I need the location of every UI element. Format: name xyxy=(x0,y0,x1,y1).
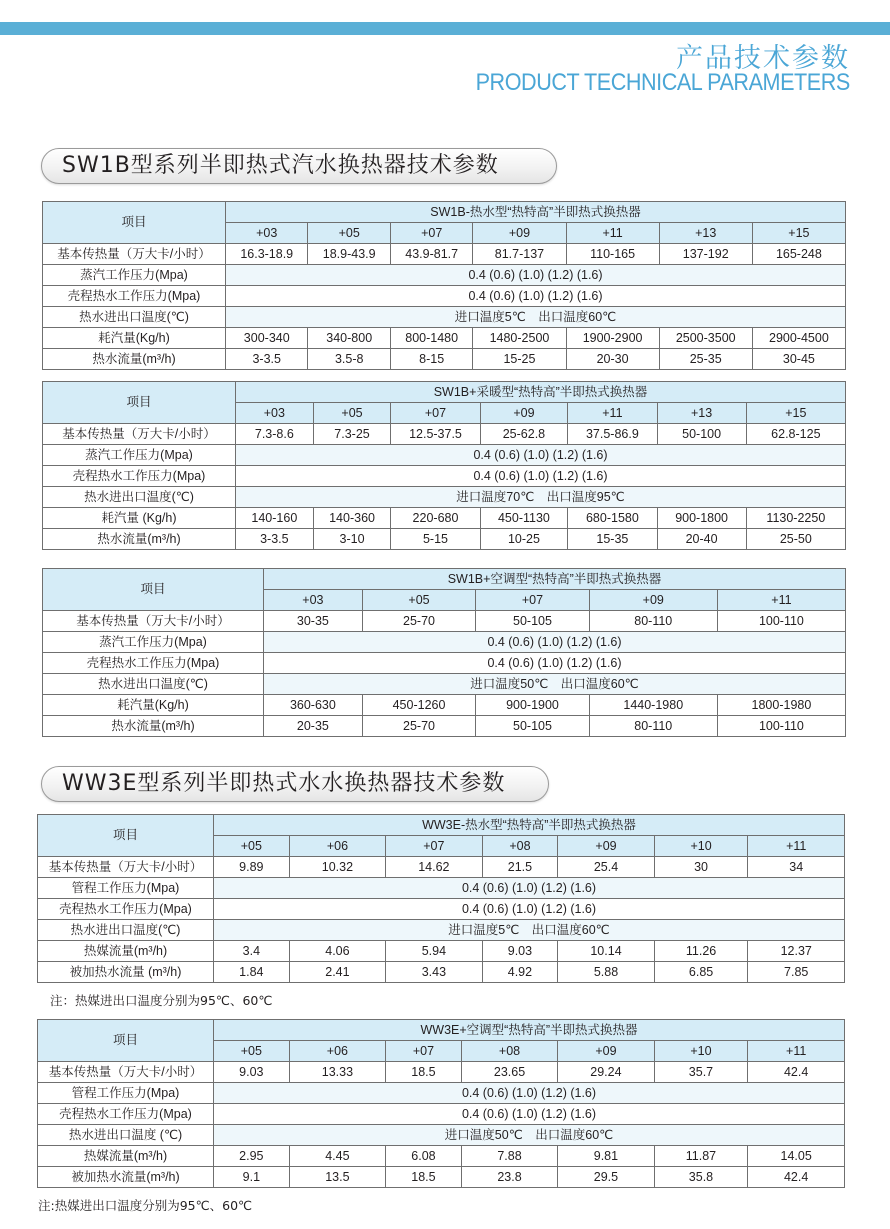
row-label: 管程工作压力(Mpa) xyxy=(38,1083,214,1104)
value-cell: 81.7-137 xyxy=(473,244,566,265)
value-cell: 165-248 xyxy=(752,244,845,265)
value-cell: 2900-4500 xyxy=(752,328,845,349)
model-cell: +11 xyxy=(717,590,845,611)
section-title-ww3e: WW3E型系列半即热式水水换热器技术参数 xyxy=(41,766,549,802)
model-cell: +11 xyxy=(568,403,657,424)
value-cell: 13.33 xyxy=(289,1062,385,1083)
value-cell: 42.4 xyxy=(748,1167,845,1188)
value-cell: 5.94 xyxy=(386,941,482,962)
value-cell: 25-70 xyxy=(362,611,475,632)
value-cell: 16.3-18.9 xyxy=(226,244,308,265)
value-cell: 23.65 xyxy=(461,1062,557,1083)
row-label: 热水进出口温度(℃) xyxy=(43,307,226,328)
span-value-cell: 0.4 (0.6) (1.0) (1.2) (1.6) xyxy=(236,466,846,487)
model-cell: +11 xyxy=(748,1041,845,1062)
item-header: 项目 xyxy=(43,202,226,244)
model-cell: +09 xyxy=(558,836,654,857)
value-cell: 30-45 xyxy=(752,349,845,370)
table-row xyxy=(38,1083,845,1104)
model-cell: +06 xyxy=(289,1041,385,1062)
table-row xyxy=(38,1146,845,1167)
span-value-cell: 0.4 (0.6) (1.0) (1.2) (1.6) xyxy=(226,286,846,307)
value-cell: 1800-1980 xyxy=(717,695,845,716)
table-note: 注:热媒进出口温度分别为95℃、60℃ xyxy=(38,1198,253,1213)
table-row xyxy=(38,1125,845,1146)
value-cell: 50-105 xyxy=(476,716,589,737)
value-cell: 18.5 xyxy=(386,1167,462,1188)
span-value-cell: 进口温度50℃ 出口温度60℃ xyxy=(214,1125,845,1146)
row-label: 蒸汽工作压力(Mpa) xyxy=(43,445,236,466)
value-cell: 6.85 xyxy=(654,962,748,983)
value-cell: 220-680 xyxy=(391,508,480,529)
table-row xyxy=(38,1167,845,1188)
table-row xyxy=(38,857,845,878)
row-label: 管程工作压力(Mpa) xyxy=(38,878,214,899)
value-cell: 23.8 xyxy=(461,1167,557,1188)
value-cell: 1130-2250 xyxy=(746,508,845,529)
page-title-cn: 产品技术参数 xyxy=(676,43,850,74)
group-title: WW3E-热水型“热特高”半即热式换热器 xyxy=(214,815,845,836)
value-cell: 3-10 xyxy=(313,529,391,550)
value-cell: 13.5 xyxy=(289,1167,385,1188)
value-cell: 360-630 xyxy=(264,695,363,716)
model-cell: +03 xyxy=(226,223,308,244)
value-cell: 12.37 xyxy=(748,941,845,962)
table-row xyxy=(38,920,845,941)
table-note: 注：热媒进出口温度分别为95℃、60℃ xyxy=(50,993,273,1008)
table-row xyxy=(43,487,846,508)
value-cell: 20-40 xyxy=(657,529,746,550)
table-row xyxy=(43,265,846,286)
value-cell: 3.5-8 xyxy=(308,349,390,370)
model-cell: +10 xyxy=(654,1041,748,1062)
value-cell: 25-62.8 xyxy=(480,424,568,445)
value-cell: 2500-3500 xyxy=(659,328,752,349)
row-label: 耗汽量 (Kg/h) xyxy=(43,508,236,529)
value-cell: 3.4 xyxy=(214,941,290,962)
value-cell: 50-105 xyxy=(476,611,589,632)
row-label: 壳程热水工作压力(Mpa) xyxy=(43,653,264,674)
span-value-cell: 0.4 (0.6) (1.0) (1.2) (1.6) xyxy=(236,445,846,466)
model-cell: +15 xyxy=(746,403,845,424)
model-cell: +05 xyxy=(313,403,391,424)
group-title: WW3E+空调型“热特高”半即热式换热器 xyxy=(214,1020,845,1041)
value-cell: 5.88 xyxy=(558,962,654,983)
header-color-bar xyxy=(0,22,890,35)
span-value-cell: 进口温度5℃ 出口温度60℃ xyxy=(214,920,845,941)
value-cell: 11.26 xyxy=(654,941,748,962)
model-cell: +05 xyxy=(362,590,475,611)
model-cell: +07 xyxy=(390,223,472,244)
value-cell: 1440-1980 xyxy=(589,695,717,716)
spec-table-sw1b-hot-water xyxy=(42,201,846,370)
value-cell: 12.5-37.5 xyxy=(391,424,480,445)
model-cell: +13 xyxy=(659,223,752,244)
model-cell: +03 xyxy=(236,403,314,424)
value-cell: 4.06 xyxy=(289,941,385,962)
table-row xyxy=(38,941,845,962)
value-cell: 3-3.5 xyxy=(236,529,314,550)
table-row xyxy=(43,445,846,466)
value-cell: 18.5 xyxy=(386,1062,462,1083)
table-row xyxy=(43,286,846,307)
row-label: 蒸汽工作压力(Mpa) xyxy=(43,632,264,653)
model-cell: +08 xyxy=(461,1041,557,1062)
value-cell: 1900-2900 xyxy=(566,328,659,349)
value-cell: 110-165 xyxy=(566,244,659,265)
span-value-cell: 0.4 (0.6) (1.0) (1.2) (1.6) xyxy=(264,632,846,653)
model-cell: +05 xyxy=(308,223,390,244)
value-cell: 37.5-86.9 xyxy=(568,424,657,445)
value-cell: 1.84 xyxy=(214,962,290,983)
table-row xyxy=(43,307,846,328)
row-label: 热媒流量(m³/h) xyxy=(38,1146,214,1167)
value-cell: 34 xyxy=(748,857,845,878)
value-cell: 10-25 xyxy=(480,529,568,550)
row-label: 被加热水流量(m³/h) xyxy=(38,1167,214,1188)
value-cell: 30 xyxy=(654,857,748,878)
row-label: 基本传热量（万大卡/小时） xyxy=(43,424,236,445)
model-cell: +06 xyxy=(289,836,385,857)
value-cell: 15-25 xyxy=(473,349,566,370)
row-label: 壳程热水工作压力(Mpa) xyxy=(43,466,236,487)
spec-table-ww3e-air-conditioning xyxy=(37,1019,845,1188)
model-cell: +15 xyxy=(752,223,845,244)
value-cell: 62.8-125 xyxy=(746,424,845,445)
value-cell: 29.24 xyxy=(558,1062,654,1083)
value-cell: 25.4 xyxy=(558,857,654,878)
value-cell: 14.62 xyxy=(386,857,482,878)
value-cell: 25-50 xyxy=(746,529,845,550)
model-cell: +09 xyxy=(589,590,717,611)
value-cell: 11.87 xyxy=(654,1146,748,1167)
value-cell: 6.08 xyxy=(386,1146,462,1167)
value-cell: 35.8 xyxy=(654,1167,748,1188)
span-value-cell: 0.4 (0.6) (1.0) (1.2) (1.6) xyxy=(226,265,846,286)
item-header: 项目 xyxy=(43,569,264,611)
model-cell: +07 xyxy=(386,836,482,857)
table-row xyxy=(43,674,846,695)
table-row xyxy=(43,716,846,737)
model-cell: +11 xyxy=(566,223,659,244)
row-label: 基本传热量（万大卡/小时） xyxy=(38,857,214,878)
value-cell: 900-1900 xyxy=(476,695,589,716)
table-row xyxy=(43,328,846,349)
row-label: 耗汽量(Kg/h) xyxy=(43,328,226,349)
value-cell: 80-110 xyxy=(589,716,717,737)
value-cell: 14.05 xyxy=(748,1146,845,1167)
page-title-en: PRODUCT TECHNICAL PARAMETERS xyxy=(475,69,850,96)
value-cell: 25-70 xyxy=(362,716,475,737)
table-row xyxy=(43,529,846,550)
model-cell: +07 xyxy=(391,403,480,424)
span-value-cell: 进口温度70℃ 出口温度95℃ xyxy=(236,487,846,508)
span-value-cell: 0.4 (0.6) (1.0) (1.2) (1.6) xyxy=(264,653,846,674)
value-cell: 680-1580 xyxy=(568,508,657,529)
row-label: 蒸汽工作压力(Mpa) xyxy=(43,265,226,286)
value-cell: 7.3-25 xyxy=(313,424,391,445)
row-label: 基本传热量（万大卡/小时） xyxy=(43,611,264,632)
table-row xyxy=(43,244,846,265)
value-cell: 50-100 xyxy=(657,424,746,445)
row-label: 热水进出口温度(℃) xyxy=(43,674,264,695)
item-header: 项目 xyxy=(43,382,236,424)
value-cell: 10.32 xyxy=(289,857,385,878)
model-cell: +05 xyxy=(214,1041,290,1062)
value-cell: 9.03 xyxy=(482,941,558,962)
table-row xyxy=(43,611,846,632)
span-value-cell: 0.4 (0.6) (1.0) (1.2) (1.6) xyxy=(214,1104,845,1125)
spec-table-ww3e-hot-water xyxy=(37,814,845,983)
value-cell: 8-15 xyxy=(390,349,472,370)
value-cell: 140-360 xyxy=(313,508,391,529)
value-cell: 100-110 xyxy=(717,716,845,737)
value-cell: 9.89 xyxy=(214,857,290,878)
model-cell: +08 xyxy=(482,836,558,857)
model-cell: +09 xyxy=(480,403,568,424)
row-label: 热媒流量(m³/h) xyxy=(38,941,214,962)
value-cell: 9.1 xyxy=(214,1167,290,1188)
row-label: 壳程热水工作压力(Mpa) xyxy=(38,899,214,920)
row-label: 热水进出口温度(℃) xyxy=(38,920,214,941)
table-row xyxy=(43,632,846,653)
span-value-cell: 进口温度50℃ 出口温度60℃ xyxy=(264,674,846,695)
value-cell: 21.5 xyxy=(482,857,558,878)
value-cell: 900-1800 xyxy=(657,508,746,529)
group-title: SW1B+空调型“热特高”半即热式换热器 xyxy=(264,569,846,590)
value-cell: 137-192 xyxy=(659,244,752,265)
value-cell: 300-340 xyxy=(226,328,308,349)
span-value-cell: 0.4 (0.6) (1.0) (1.2) (1.6) xyxy=(214,899,845,920)
row-label: 基本传热量（万大卡/小时） xyxy=(43,244,226,265)
value-cell: 2.95 xyxy=(214,1146,290,1167)
value-cell: 80-110 xyxy=(589,611,717,632)
value-cell: 5-15 xyxy=(391,529,480,550)
row-label: 壳程热水工作压力(Mpa) xyxy=(38,1104,214,1125)
span-value-cell: 0.4 (0.6) (1.0) (1.2) (1.6) xyxy=(214,878,845,899)
table-row xyxy=(43,653,846,674)
model-cell: +05 xyxy=(214,836,290,857)
value-cell: 2.41 xyxy=(289,962,385,983)
row-label: 热水流量(m³/h) xyxy=(43,349,226,370)
spec-table-sw1b-air-conditioning xyxy=(42,568,846,737)
table-row xyxy=(43,424,846,445)
value-cell: 140-160 xyxy=(236,508,314,529)
value-cell: 20-30 xyxy=(566,349,659,370)
row-label: 耗汽量(Kg/h) xyxy=(43,695,264,716)
value-cell: 29.5 xyxy=(558,1167,654,1188)
table-row xyxy=(43,695,846,716)
value-cell: 15-35 xyxy=(568,529,657,550)
row-label: 热水流量(m³/h) xyxy=(43,529,236,550)
span-value-cell: 进口温度5℃ 出口温度60℃ xyxy=(226,307,846,328)
item-header: 项目 xyxy=(38,1020,214,1062)
row-label: 被加热水流量 (m³/h) xyxy=(38,962,214,983)
value-cell: 18.9-43.9 xyxy=(308,244,390,265)
model-cell: +10 xyxy=(654,836,748,857)
value-cell: 42.4 xyxy=(748,1062,845,1083)
table-row xyxy=(38,1062,845,1083)
model-cell: +07 xyxy=(476,590,589,611)
value-cell: 450-1130 xyxy=(480,508,568,529)
value-cell: 7.88 xyxy=(461,1146,557,1167)
row-label: 基本传热量（万大卡/小时） xyxy=(38,1062,214,1083)
value-cell: 30-35 xyxy=(264,611,363,632)
value-cell: 450-1260 xyxy=(362,695,475,716)
value-cell: 4.45 xyxy=(289,1146,385,1167)
model-cell: +03 xyxy=(264,590,363,611)
table-row xyxy=(43,508,846,529)
table-row xyxy=(38,962,845,983)
value-cell: 7.3-8.6 xyxy=(236,424,314,445)
span-value-cell: 0.4 (0.6) (1.0) (1.2) (1.6) xyxy=(214,1083,845,1104)
value-cell: 7.85 xyxy=(748,962,845,983)
table-row xyxy=(38,899,845,920)
item-header: 项目 xyxy=(38,815,214,857)
row-label: 热水进出口温度 (℃) xyxy=(38,1125,214,1146)
model-cell: +07 xyxy=(386,1041,462,1062)
value-cell: 800-1480 xyxy=(390,328,472,349)
value-cell: 1480-2500 xyxy=(473,328,566,349)
row-label: 热水流量(m³/h) xyxy=(43,716,264,737)
section-title-sw1b: SW1B型系列半即热式汽水换热器技术参数 xyxy=(41,148,557,184)
model-cell: +09 xyxy=(473,223,566,244)
value-cell: 43.9-81.7 xyxy=(390,244,472,265)
value-cell: 35.7 xyxy=(654,1062,748,1083)
value-cell: 3.43 xyxy=(386,962,482,983)
value-cell: 340-800 xyxy=(308,328,390,349)
model-cell: +13 xyxy=(657,403,746,424)
row-label: 热水进出口温度(℃) xyxy=(43,487,236,508)
value-cell: 100-110 xyxy=(717,611,845,632)
spec-table-sw1b-heating xyxy=(42,381,846,550)
value-cell: 20-35 xyxy=(264,716,363,737)
group-title: SW1B-热水型“热特高”半即热式换热器 xyxy=(226,202,846,223)
table-row xyxy=(38,1104,845,1125)
value-cell: 3-3.5 xyxy=(226,349,308,370)
value-cell: 9.03 xyxy=(214,1062,290,1083)
model-cell: +09 xyxy=(558,1041,654,1062)
value-cell: 10.14 xyxy=(558,941,654,962)
row-label: 壳程热水工作压力(Mpa) xyxy=(43,286,226,307)
value-cell: 4.92 xyxy=(482,962,558,983)
group-title: SW1B+采暖型“热特高”半即热式换热器 xyxy=(236,382,846,403)
model-cell: +11 xyxy=(748,836,845,857)
value-cell: 25-35 xyxy=(659,349,752,370)
value-cell: 9.81 xyxy=(558,1146,654,1167)
table-row xyxy=(43,466,846,487)
table-row xyxy=(38,878,845,899)
table-row xyxy=(43,349,846,370)
